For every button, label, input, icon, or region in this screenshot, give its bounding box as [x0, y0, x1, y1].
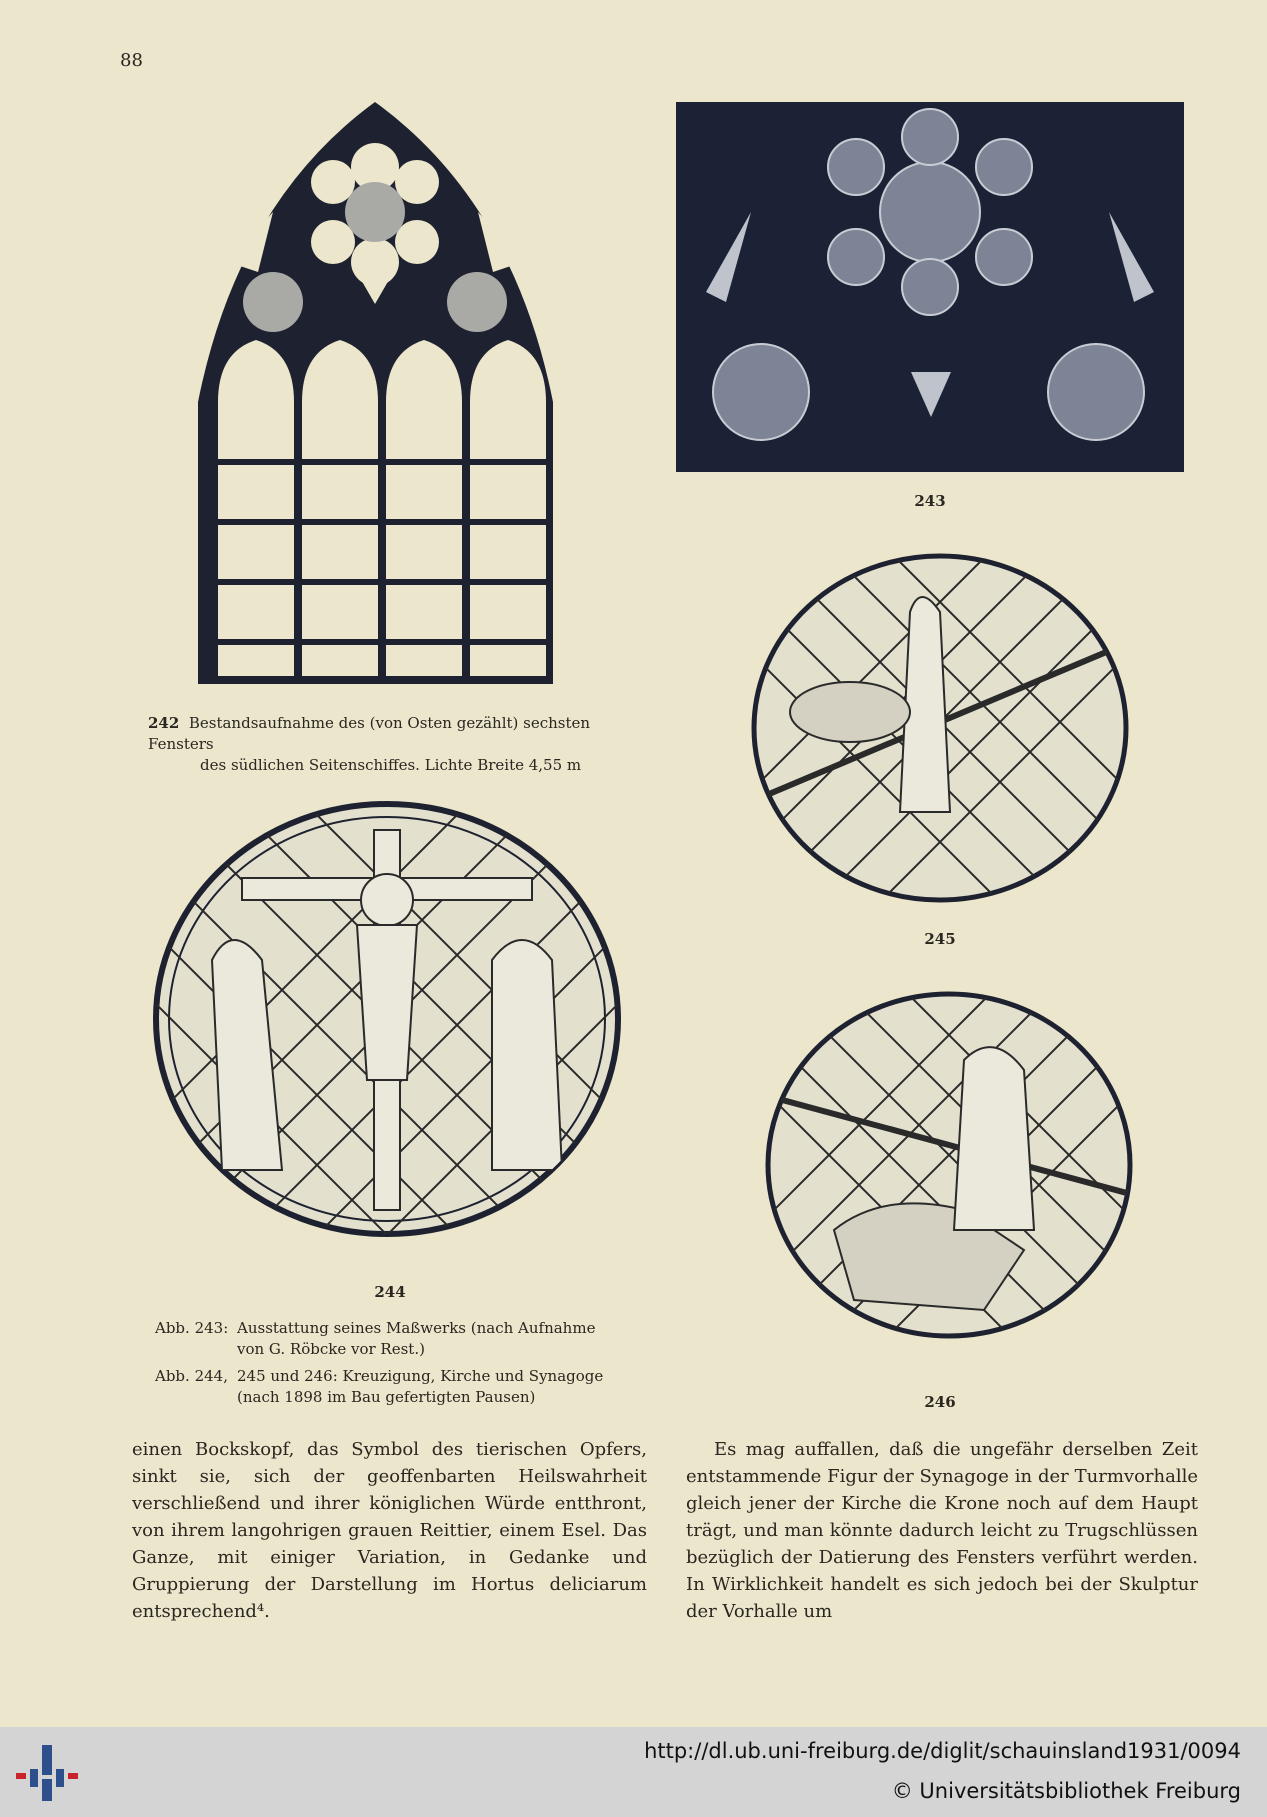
ub-freiburg-logo-icon — [12, 1739, 82, 1805]
figure-242-caption — [148, 713, 628, 776]
abb-243-label: Abb. 243: — [155, 1319, 229, 1337]
body-text-right-column — [686, 1436, 1198, 1625]
footer-url-link[interactable]: http://dl.ub.uni-freiburg.de/diglit/schauinsland1931/0094 — [644, 1739, 1241, 1763]
body-right-paragraph: Es mag auffallen, daß die ungefähr derselben Zeit entstammende Figur der Synagoge in der Turmvorhalle gleich jener der Kirche die Krone noch auf dem Haupt trägt, und man könnte dadurch leicht zu Trugschlüssen bezüglich der Datierung des Fensters verführt werden. In Wirklichkeit handelt es sich jedoch bei der Skulptur der Vorhalle um — [686, 1439, 1198, 1622]
abb-243-caption — [155, 1318, 625, 1360]
figure-244-crucifixion-roundel — [152, 800, 622, 1238]
figure-246-synagogue-roundel — [764, 990, 1134, 1340]
figure-243-number: 243 — [914, 492, 946, 510]
figure-242-caption-line2: des südlichen Seitenschiffes. Lichte Breite 4,55 m — [200, 756, 582, 774]
footer-copyright: © Universitätsbibliothek Freiburg — [891, 1779, 1241, 1803]
page-number: 88 — [120, 50, 143, 71]
figure-246-number: 246 — [924, 1393, 956, 1411]
figure-242-number: 242 — [148, 714, 180, 732]
abb-captions — [155, 1318, 625, 1408]
abb-243-text: Ausstattung seines Maßwerks (nach Aufnahme von G. Röbcke vor Rest.) — [237, 1319, 596, 1358]
figure-245-number: 245 — [924, 930, 956, 948]
figure-244-number: 244 — [374, 1283, 406, 1301]
figure-243-tracery-photo — [676, 102, 1184, 472]
abb-244-246-text: 245 und 246: Kreuzigung, Kirche und Synagoge (nach 1898 im Bau gefertigten Pausen) — [237, 1367, 604, 1406]
abb-244-246-label: Abb. 244, — [155, 1367, 228, 1385]
figure-242-window-drawing — [198, 102, 553, 684]
body-text-left-column — [132, 1436, 647, 1625]
body-left-paragraph: einen Bockskopf, das Symbol des tierischen Opfers, sinkt sie, sich der geoffenbarten Heilswahrheit verschließend und ihrer königlichen Würde entthront, von ihrem langohrigen grauen Reittier, einem Esel. Das Ganze, mit einiger Variation, in Gedanke und Gruppierung der Darstellung im Hortus deliciarum entsprechend⁴. — [132, 1439, 647, 1622]
figure-242-caption-line1: Bestandsaufnahme des (von Osten gezählt) sechsten Fensters — [148, 714, 591, 753]
figure-245-ecclesia-roundel — [750, 552, 1130, 904]
abb-244-246-caption — [155, 1366, 625, 1408]
footer-bar — [0, 1727, 1267, 1817]
